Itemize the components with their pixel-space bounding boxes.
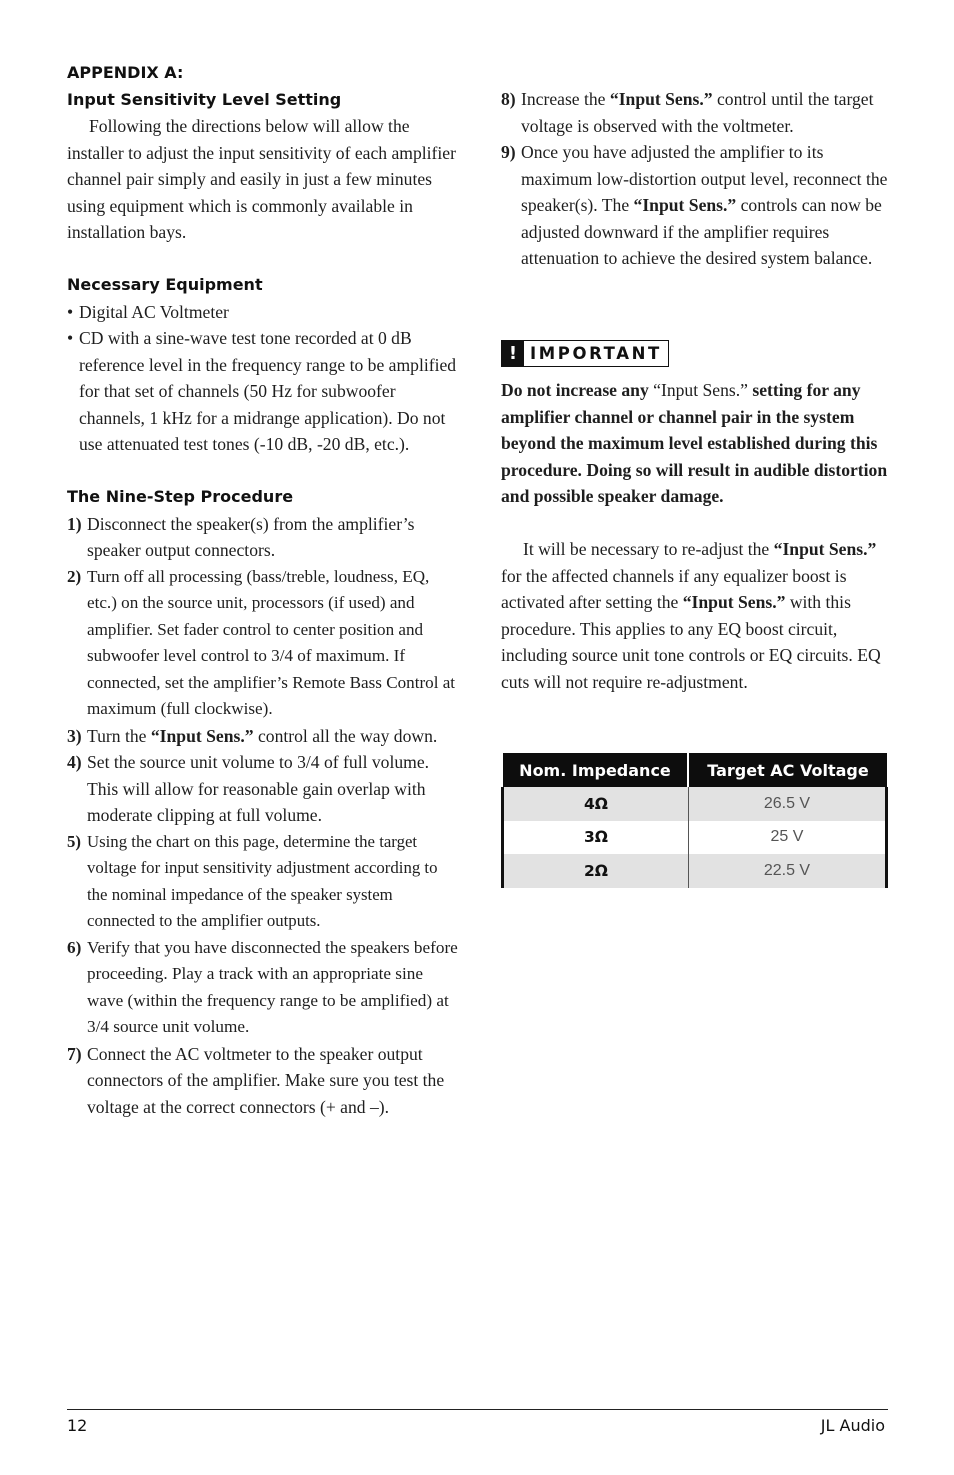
step-number: 8)	[501, 89, 516, 109]
appendix-title: APPENDIX A:	[67, 63, 184, 82]
bullet-icon: •	[67, 328, 74, 348]
step-text: Turn off all processing (bass/treble, loudness, EQ, etc.) on the source unit, processors (if used) and amplifier. Set fader control to center position and subwoofer level control to 3/4 of maximum. If connected, set the amplifier’s Remote Bass Control at maximum (full clockwise).	[87, 566, 456, 718]
equipment-item-text: Digital AC Voltmeter	[79, 301, 229, 322]
step-number: 2)	[67, 566, 82, 586]
voltage-column-header: Target AC Voltage	[688, 753, 886, 787]
step-text-post: control until the target voltage is observed with the voltmeter.	[521, 89, 874, 136]
page-number: 12	[67, 1416, 88, 1435]
procedure-step	[67, 935, 459, 1041]
impedance-table	[501, 753, 888, 888]
equipment-item-text: CD with a sine-wave test tone recorded at 0 dB reference level in the frequency range to be amplified for that set of channels (50 Hz for subwoofer channels, 1 kHz for a midrange application). Do not use attenuated test tones (-10 dB, -20 dB, etc.).	[79, 328, 457, 454]
exclamation-icon: !	[502, 341, 524, 366]
table-row	[503, 854, 887, 888]
voltage-cell: 26.5 V	[688, 787, 886, 821]
left-column	[67, 60, 459, 1120]
readjust-paragraph	[501, 536, 893, 695]
control-name: “Input Sens.”	[150, 725, 254, 746]
warning-text-post: setting for any amplifier channel or channel pair in the system beyond the maximum level established during this procedure. Doing so will result in audible distortion and possible speaker damage.	[501, 380, 888, 506]
impedance-cell: 2Ω	[503, 854, 689, 888]
step-number: 4)	[67, 752, 82, 772]
procedure-heading: The Nine-Step Procedure	[67, 487, 294, 506]
procedure-step	[67, 564, 459, 723]
step-number: 1)	[67, 513, 82, 534]
table-row	[503, 821, 887, 855]
impedance-column-header: Nom. Impedance	[503, 753, 689, 787]
step-number: 7)	[67, 1043, 82, 1064]
control-name: “Input Sens.”	[773, 539, 877, 559]
control-name: “Input Sens.”	[653, 380, 748, 400]
important-warning	[501, 377, 893, 510]
important-label: IMPORTANT	[530, 344, 662, 363]
step-text-pre: Turn the	[87, 725, 151, 746]
procedure-step	[501, 86, 893, 139]
table-header-row	[503, 753, 887, 787]
footer-brand: JL Audio	[820, 1416, 885, 1435]
equipment-heading: Necessary Equipment	[67, 275, 263, 294]
equipment-item	[67, 325, 459, 458]
step-text-post: control all the way down.	[253, 725, 438, 746]
intro-paragraph: Following the directions below will allow the installer to adjust the input sensitivity of each amplifier channel pair simply and easily in just a few minutes using equipment which is commonly available in installation bays.	[67, 116, 456, 242]
important-section	[501, 340, 893, 695]
procedure-step	[67, 749, 459, 829]
step-number: 5)	[67, 831, 81, 851]
step-text: Verify that you have disconnected the speakers before proceeding. Play a track with an appropriate sine wave (within the frequency range to be amplified) at 3/4 source unit volume.	[87, 937, 458, 1036]
step-text: Using the chart on this page, determine the target voltage for input sensitivity adjustment according to the nominal impedance of the speaker system connected to the amplifier outputs.	[87, 831, 438, 930]
procedure-step	[67, 723, 459, 750]
control-name: “Input Sens.”	[633, 195, 737, 215]
step-text: Disconnect the speaker(s) from the amplifier’s speaker output connectors.	[87, 513, 415, 560]
control-name: “Input Sens.”	[682, 592, 786, 612]
impedance-cell: 3Ω	[503, 821, 689, 855]
control-name: “Input Sens.”	[609, 89, 713, 109]
section-title: Input Sensitivity Level Setting	[67, 89, 342, 109]
table-row	[503, 787, 887, 821]
right-column	[501, 86, 893, 272]
step-text: Connect the AC voltmeter to the speaker output connectors of the amplifier. Make sure you test the voltage at the correct connectors (+ and –).	[87, 1043, 445, 1117]
procedure-step	[501, 139, 893, 272]
readjust-text: It will be necessary to re-adjust the	[523, 539, 774, 559]
procedure-step	[67, 829, 459, 935]
voltage-cell: 25 V	[688, 821, 886, 855]
step-text-post: controls can now be adjusted downward if the amplifier requires attenuation to achieve the desired system balance.	[521, 195, 882, 268]
procedure-step	[67, 1041, 459, 1121]
step-text-pre: Once you have adjusted the amplifier to its maximum low-distortion output level, reconnect the speaker(s). The	[521, 142, 888, 215]
bullet-icon: •	[67, 301, 74, 322]
important-badge	[501, 340, 669, 367]
step-text: Set the source unit volume to 3/4 of full volume. This will allow for reasonable gain overlap with moderate clipping at full volume.	[87, 752, 430, 825]
warning-text-pre: Do not increase any	[501, 380, 654, 400]
step-number: 6)	[67, 937, 82, 957]
equipment-item	[67, 299, 459, 326]
step-text-pre: Increase the	[521, 89, 610, 109]
impedance-cell: 4Ω	[503, 787, 689, 821]
footer-divider	[67, 1409, 888, 1410]
step-number: 9)	[501, 142, 516, 162]
readjust-text: with this procedure. This applies to any EQ boost circuit, including source unit tone controls or EQ circuits. EQ cuts will not require re-adjustment.	[501, 592, 881, 692]
voltage-cell: 22.5 V	[688, 854, 886, 888]
readjust-text: for the affected channels if any equalizer boost is activated after setting the	[501, 565, 847, 612]
procedure-step	[67, 511, 459, 564]
step-number: 3)	[67, 725, 82, 746]
